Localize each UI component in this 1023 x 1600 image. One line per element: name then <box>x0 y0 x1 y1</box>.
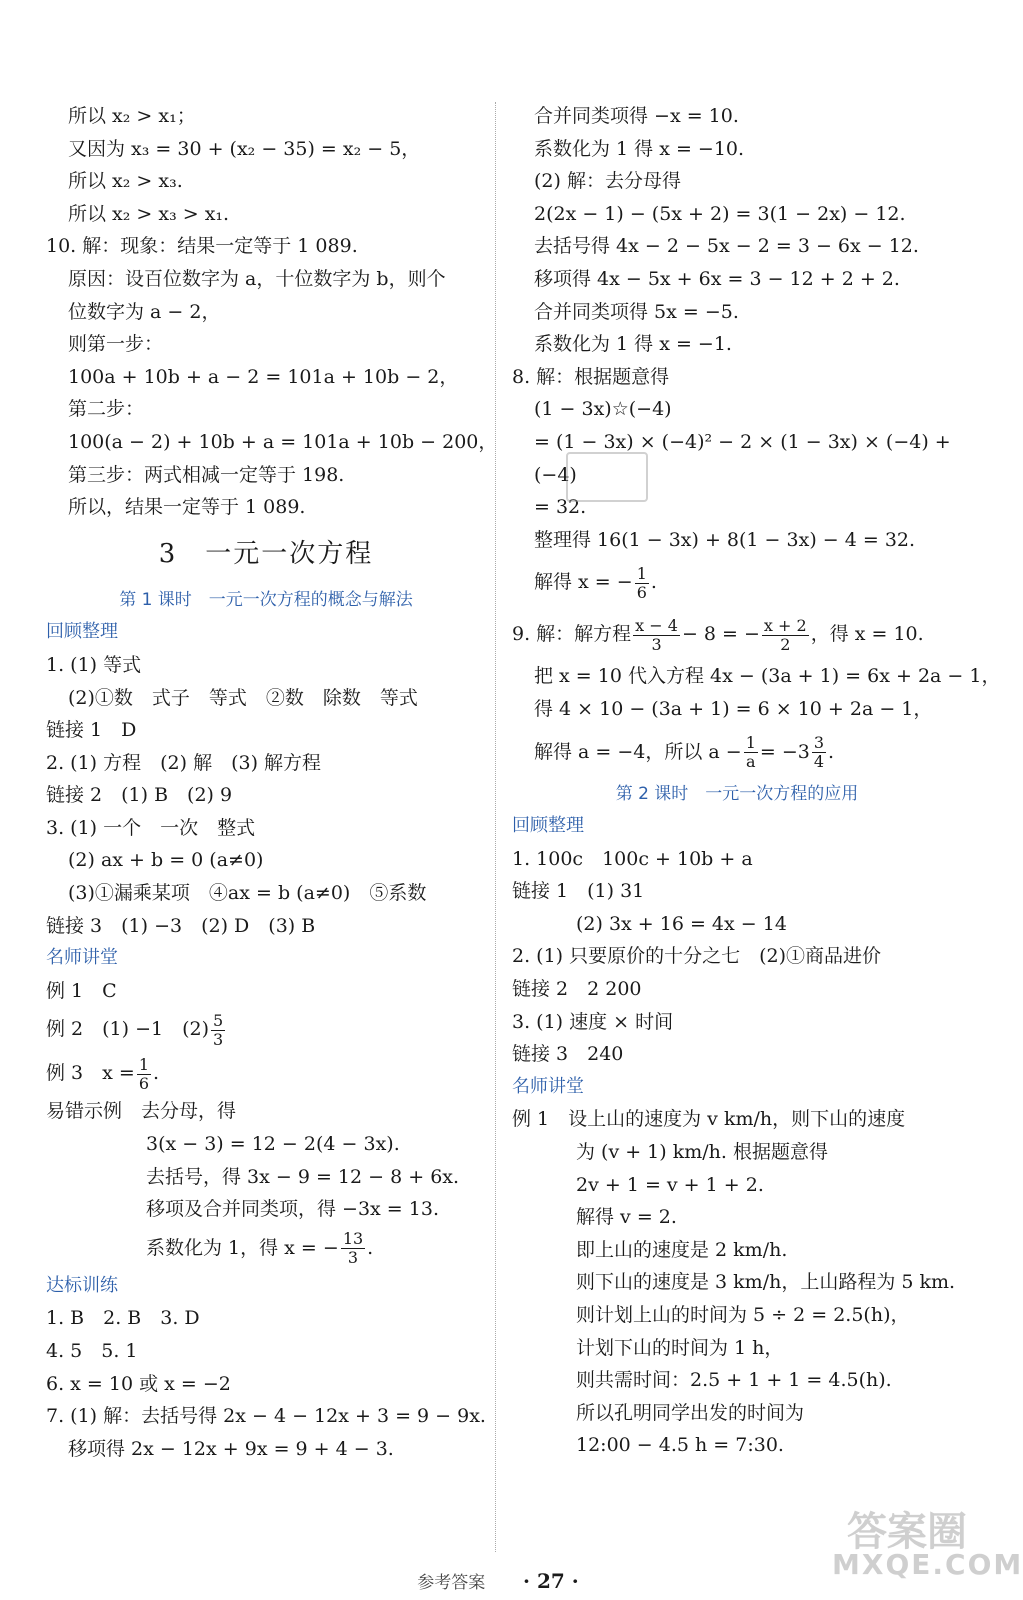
text-line: 3. (1) 一个 一次 整式 <box>46 816 256 839</box>
text-line <box>512 556 962 608</box>
text-line: 链接 1 (1) 31 <box>512 880 645 903</box>
text-line: 去括号，得 3x − 9 = 12 − 8 + 6x. <box>146 1165 460 1188</box>
text-line: (2)①数 式子 等式 ②数 除数 等式 <box>68 686 418 709</box>
text-line: 则共需时间：2.5 + 1 + 1 = 4.5(h). <box>576 1369 892 1392</box>
denominator: 4 <box>813 752 825 771</box>
section-heading-drill: 达标训练 <box>46 1274 118 1296</box>
text-line: 链接 1 D <box>46 719 137 742</box>
text-line: (3)①漏乘某项 ④ax = b (a≠0) ⑤系数 <box>68 882 427 905</box>
example-2-label: 例 2 (1) −1 (2) <box>46 1018 210 1041</box>
text-line: 易错示例 去分母，得 <box>46 1100 237 1123</box>
text-line: 整理得 16(1 − 3x) + 8(1 − 3x) − 4 = 32. <box>534 528 916 551</box>
left-column <box>46 100 498 1465</box>
fraction <box>137 1056 151 1093</box>
text-line: 2v + 1 = v + 1 + 2. <box>576 1173 764 1196</box>
punctuation: . <box>153 1062 160 1085</box>
watermark-text: 答案圈 <box>847 1509 967 1555</box>
numerator: 1 <box>745 733 756 752</box>
text-line: (1 − 3x)☆(−4) <box>534 398 672 421</box>
fraction <box>762 617 809 654</box>
text-line: 移项及合并同类项，得 −3x = 13. <box>146 1198 439 1221</box>
fraction <box>341 1230 365 1267</box>
text-line: 即上山的速度是 2 km/h. <box>576 1238 788 1261</box>
denominator: 6 <box>636 582 647 602</box>
text-line: 原因：设百位数字为 a，十位数字为 b，则个 <box>68 267 446 290</box>
text-line: 又因为 x₃ = 30 + (x₂ − 35) = x₂ − 5， <box>68 137 421 160</box>
text-line: 位数字为 a − 2， <box>68 300 221 323</box>
denominator: 3 <box>347 1248 359 1268</box>
equation-middle: = −3 <box>759 740 810 763</box>
fraction <box>635 565 649 602</box>
text-line: 1. 100c 100c + 10b + a <box>512 847 753 870</box>
text-line: 10. 解：现象：结果一定等于 1 089. <box>46 235 358 258</box>
text-line: 2. (1) 只要原价的十分之七 (2)①商品进价 <box>512 945 882 968</box>
text-line: 所以 x₂ > x₁； <box>68 105 196 127</box>
text-line: 所以孔明同学出发的时间为 <box>576 1401 805 1424</box>
text-line: 100(a − 2) + 10b + a = 101a + 10b − 200， <box>68 430 498 453</box>
text-line: 得 4 × 10 − (3a + 1) = 6 × 10 + 2a − 1， <box>534 697 933 720</box>
text-line <box>46 1226 486 1270</box>
section-heading-teacher: 名师讲堂 <box>46 947 118 969</box>
text-line: 2(2x − 1) − (5x + 2) = 3(1 − 2x) − 12. <box>534 202 906 225</box>
equation-result: ，得 x = 10. <box>810 623 924 646</box>
numerator: x − 4 <box>635 615 678 635</box>
text-line: 去括号得 4x − 2 − 5x − 2 = 3 − 6x − 12. <box>534 235 919 258</box>
page-number: · 27 · <box>523 1569 579 1593</box>
denominator: 6 <box>138 1073 149 1093</box>
text-line: 2. (1) 方程 (2) 解 (3) 解方程 <box>46 751 322 774</box>
numerator: x + 2 <box>763 615 807 635</box>
example-3-label: 例 3 x = <box>46 1062 135 1085</box>
fraction <box>633 617 680 654</box>
text-line: = (1 − 3x) × (−4)² − 2 × (1 − 3x) × (−4) + <box>534 430 951 453</box>
section-heading-review: 回顾整理 <box>46 621 118 643</box>
fraction <box>744 734 758 771</box>
text-line: 链接 3 (1) −3 (2) D (3) B <box>46 914 316 937</box>
text-line: 系数化为 1 得 x = −10. <box>534 137 745 160</box>
text-line <box>46 1007 486 1051</box>
problem-9-label: 9. 解：解方程 <box>512 623 632 646</box>
text-line: 1. B 2. B 3. D <box>46 1307 200 1330</box>
denominator: 3 <box>651 634 662 654</box>
numerator: 5 <box>213 1010 224 1030</box>
denominator: 2 <box>780 634 791 654</box>
section-heading-review: 回顾整理 <box>512 815 584 837</box>
text-line: 100a + 10b + a − 2 = 101a + 10b − 2， <box>68 365 459 388</box>
text-line: 6. x = 10 或 x = −2 <box>46 1372 231 1395</box>
watermark-url: MXQE.COM <box>832 1548 1023 1581</box>
text-line: 所以，结果一定等于 1 089. <box>68 496 306 519</box>
text-line: 1. (1) 等式 <box>46 653 142 676</box>
text-line: 移项得 2x − 12x + 9x = 9 + 4 − 3. <box>68 1437 394 1460</box>
chapter-title: 3 一元一次方程 <box>158 538 374 569</box>
text-line: 计划下山的时间为 1 h， <box>576 1336 784 1359</box>
text-line: (2) 解：去分母得 <box>534 170 681 193</box>
simplify-label: 系数化为 1，得 x = − <box>146 1236 339 1259</box>
text-line: 所以 x₂ > x₃. <box>68 170 183 193</box>
text-line: 3(x − 3) = 12 − 2(4 − 3x). <box>146 1133 400 1156</box>
text-line: 4. 5 5. 1 <box>46 1340 138 1362</box>
fraction <box>812 734 826 771</box>
text-line: 合并同类项得 5x = −5. <box>534 300 739 323</box>
text-line: 移项得 4x − 5x + 6x = 3 − 12 + 2 + 2. <box>534 267 900 290</box>
text-line: 例 1 C <box>46 979 117 1002</box>
text-line: 例 1 设上山的速度为 v km/h，则下山的速度 <box>512 1108 906 1131</box>
section-heading-teacher: 名师讲堂 <box>512 1075 584 1097</box>
text-line: 3. (1) 速度 × 时间 <box>512 1010 674 1033</box>
footer-label: 参考答案 <box>417 1573 486 1593</box>
text-line: = 32. <box>534 496 587 519</box>
solve-label: 解得 a = −4，所以 a − <box>534 740 742 763</box>
punctuation: . <box>367 1236 374 1259</box>
denominator: a <box>746 752 756 771</box>
text-line: 第二步： <box>68 398 145 421</box>
page-footer <box>0 1568 996 1593</box>
text-line: (2) 3x + 16 = 4x − 14 <box>576 912 787 935</box>
punctuation: . <box>828 740 835 763</box>
lesson-title: 第 1 课时 一元一次方程的概念与解法 <box>119 589 413 610</box>
text-line: 链接 2 (1) B (2) 9 <box>46 784 233 807</box>
text-line: 为 (v + 1) km/h. 根据题意得 <box>576 1141 828 1164</box>
text-line: 所以 x₂ > x₃ > x₁. <box>68 202 230 225</box>
text-line: (2) ax + b = 0 (a≠0) <box>68 849 264 872</box>
text-line: 链接 2 2 200 <box>512 978 642 1001</box>
text-line: 则计划上山的时间为 5 ÷ 2 = 2.5(h)， <box>576 1304 910 1326</box>
numerator: 1 <box>636 563 647 583</box>
text-line: 系数化为 1 得 x = −1. <box>534 333 732 356</box>
text-line: (−4) <box>534 463 577 486</box>
text-line: 则第一步： <box>68 333 164 356</box>
fraction <box>211 1012 225 1049</box>
solve-label: 解得 x = − <box>534 571 633 594</box>
punctuation: . <box>650 571 657 594</box>
column-divider <box>495 102 496 1552</box>
text-line: 12:00 − 4.5 h = 7:30. <box>576 1434 784 1457</box>
text-line: 7. (1) 解：去括号得 2x − 4 − 12x + 3 = 9 − 9x. <box>46 1405 486 1428</box>
text-line <box>512 726 962 778</box>
text-line <box>512 608 962 660</box>
text-line: 解得 v = 2. <box>576 1206 677 1229</box>
text-line: 把 x = 10 代入方程 4x − (3a + 1) = 6x + 2a − 1， <box>534 665 1001 688</box>
text-line: 链接 3 240 <box>512 1043 624 1066</box>
stamp-mark <box>566 452 648 502</box>
text-line: 第三步：两式相减一定等于 198. <box>68 463 345 486</box>
denominator: 3 <box>213 1029 224 1049</box>
right-column <box>512 100 1001 1462</box>
numerator: 3 <box>813 733 825 752</box>
numerator: 1 <box>138 1054 149 1074</box>
numerator: 13 <box>342 1229 364 1249</box>
text-line <box>46 1051 486 1095</box>
text-line: 则下山的速度是 3 km/h，上山路程为 5 km. <box>576 1271 956 1294</box>
text-line: 8. 解：根据题意得 <box>512 365 670 388</box>
lesson-title: 第 2 课时 一元一次方程的应用 <box>615 783 859 804</box>
equation-middle: − 8 = − <box>681 623 760 646</box>
text-line: 合并同类项得 −x = 10. <box>534 105 739 127</box>
